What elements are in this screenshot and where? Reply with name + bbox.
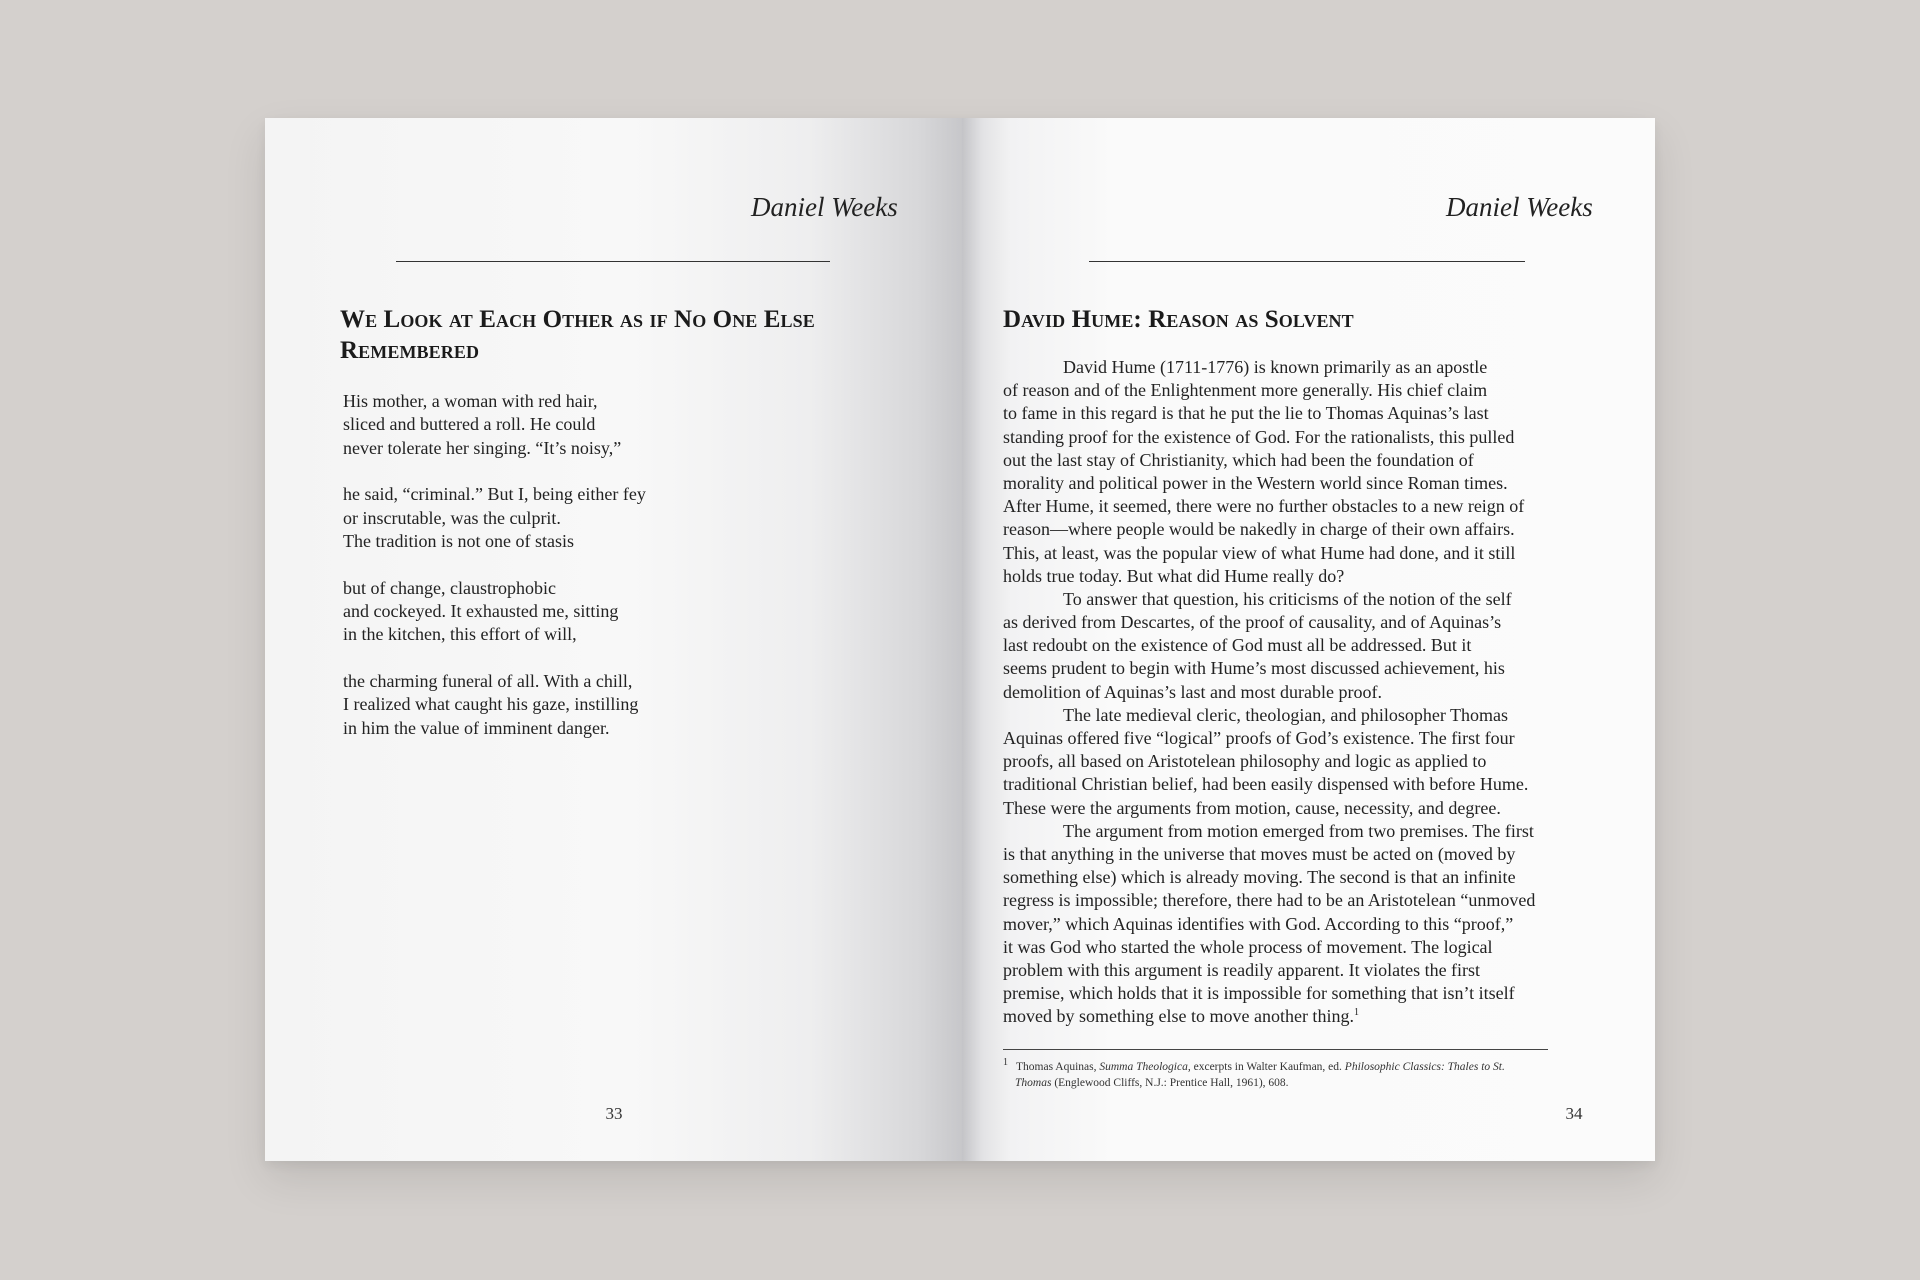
body-line: These were the arguments from motion, cause, necessity, and degree. xyxy=(1003,797,1501,818)
left-page xyxy=(265,118,962,1161)
essay-title: David Hume: Reason as Solvent xyxy=(1003,306,1354,333)
essay-body xyxy=(1003,356,1548,1028)
poem-line: The tradition is not one of stasis xyxy=(343,530,574,551)
footnote-work-title: Summa Theologica, xyxy=(1099,1060,1191,1073)
body-line: as derived from Descartes, of the proof of causality, and of Aquinas’s xyxy=(1003,612,1502,633)
body-line: mover,” which Aquinas identifies with God. According to this “proof,” xyxy=(1003,913,1514,934)
poem-line: in him the value of imminent danger. xyxy=(343,717,610,738)
header-rule xyxy=(1089,261,1525,262)
body-line: To answer that question, his criticisms of the notion of the self xyxy=(1063,588,1512,609)
poem-line: or inscrutable, was the culprit. xyxy=(343,507,561,528)
body-line: After Hume, it seemed, there were no further obstacles to a new reign of xyxy=(1003,496,1525,517)
body-line: problem with this argument is readily apparent. It violates the first xyxy=(1003,959,1481,980)
right-page xyxy=(962,118,1655,1161)
body-line: This, at least, was the popular view of what Hume had done, and it still xyxy=(1003,542,1516,563)
footnote-text: (Englewood Cliffs, N.J.: Prentice Hall, 1961), 608. xyxy=(1051,1076,1289,1089)
body-line: Aquinas offered five “logical” proofs of God’s existence. The first four xyxy=(1003,728,1515,748)
body-line: regress is impossible; therefore, there had to be an Aristotelean “unmoved xyxy=(1003,890,1536,911)
stanza xyxy=(343,390,803,460)
footnote xyxy=(1003,1055,1548,1091)
body-line: is that anything in the universe that moves must be acted on (moved by xyxy=(1003,843,1516,864)
stanza xyxy=(343,670,803,740)
body-line: it was God who started the whole process of movement. The logical xyxy=(1003,936,1493,957)
body-line: seems prudent to begin with Hume’s most discussed achievement, his xyxy=(1003,658,1505,679)
footnote-work-title: Philosophic Classics: Thales to St. xyxy=(1344,1060,1505,1073)
body-line: morality and political power in the Western world since Roman times. xyxy=(1003,472,1508,493)
stanza xyxy=(343,577,803,647)
running-head-author: Daniel Weeks xyxy=(751,192,898,222)
poem-title xyxy=(340,304,900,366)
body-line: out the last stay of Christianity, which had been the foundation of xyxy=(1003,449,1474,470)
poem-line: His mother, a woman with red hair, xyxy=(343,391,598,411)
footnote-line-2 xyxy=(1003,1075,1548,1091)
body-line: reason—where people would be nakedly in charge of their own affairs. xyxy=(1003,519,1515,540)
footnote-reference[interactable]: 1 xyxy=(1353,1007,1359,1019)
body-line: holds true today. But what did Hume really do? xyxy=(1003,565,1345,586)
poem-line: and cockeyed. It exhausted me, sitting xyxy=(343,601,619,622)
footnote-text: Thomas Aquinas, xyxy=(1016,1060,1100,1073)
footnote-work-title: Thomas xyxy=(1015,1076,1052,1089)
body-line: David Hume (1711-1776) is known primarily as an apostle xyxy=(1063,357,1488,377)
poem-title-line-2: Remembered xyxy=(340,337,480,364)
body-line: to fame in this regard is that he put the lie to Thomas Aquinas’s last xyxy=(1003,403,1489,424)
footnote-rule xyxy=(1003,1049,1548,1050)
poem-line: sliced and buttered a roll. He could xyxy=(343,414,596,435)
body-line: standing proof for the existence of God. For the rationalists, this pulled xyxy=(1003,426,1515,447)
footnote-marker: 1 xyxy=(1003,1057,1008,1068)
poem-title-line-1: We Look at Each Other as if No One Else xyxy=(340,306,815,333)
body-line: proofs, all based on Aristotelean philosophy and logic as applied to xyxy=(1003,751,1487,772)
poem-line: he said, “criminal.” But I, being either fey xyxy=(343,484,646,505)
body-line: demolition of Aquinas’s last and most durable proof. xyxy=(1003,681,1382,702)
footnote-text: excerpts in Walter Kaufman, ed. xyxy=(1190,1060,1345,1073)
body-line: something else) which is already moving. The second is that an infinite xyxy=(1003,867,1516,888)
running-head-author: Daniel Weeks xyxy=(1446,192,1593,222)
body-line: The late medieval cleric, theologian, and philosopher Thomas xyxy=(1063,704,1509,725)
poem-line: in the kitchen, this effort of will, xyxy=(343,624,577,645)
body-line: traditional Christian belief, had been easily dispensed with before Hume. xyxy=(1003,774,1529,795)
poem-line: but of change, claustrophobic xyxy=(343,577,556,598)
poem-line: the charming funeral of all. With a chill, xyxy=(343,671,633,692)
body-line: The argument from motion emerged from two premises. The first xyxy=(1063,820,1534,841)
stanza xyxy=(343,483,803,553)
body-line-text: moved by something else to move another thing. xyxy=(1003,1006,1354,1027)
header-rule xyxy=(396,261,830,262)
poem-body xyxy=(343,390,803,764)
body-line: premise, which holds that it is impossible for something that isn’t itself xyxy=(1003,983,1515,1004)
book-spread xyxy=(265,118,1655,1161)
body-line-last xyxy=(1003,1005,1548,1028)
page-number: 33 xyxy=(605,1104,623,1123)
page-number: 34 xyxy=(1565,1104,1583,1123)
poem-line: I realized what caught his gaze, instilling xyxy=(343,694,639,715)
poem-line: never tolerate her singing. “It’s noisy,” xyxy=(343,437,622,458)
body-line: of reason and of the Enlightenment more generally. His chief claim xyxy=(1003,380,1488,401)
body-line: last redoubt on the existence of God must all be addressed. But it xyxy=(1003,635,1472,656)
